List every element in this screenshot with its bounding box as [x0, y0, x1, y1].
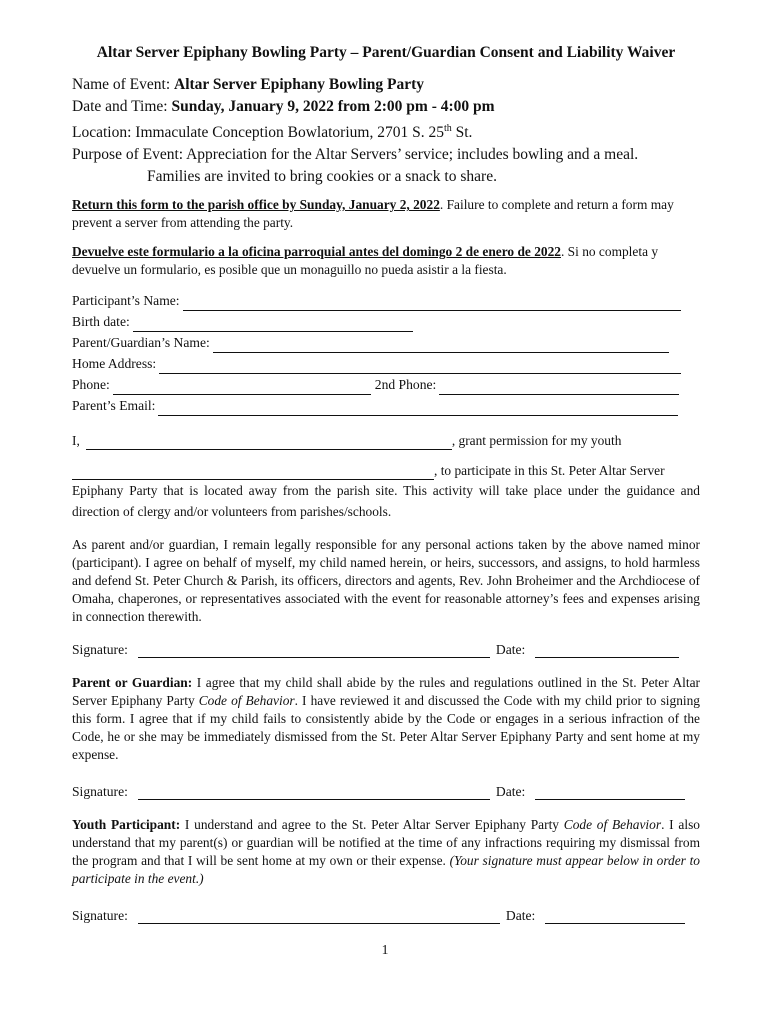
signature-field-1[interactable] [138, 643, 490, 658]
signature-row-3 [72, 908, 700, 924]
event-location-line [72, 118, 700, 144]
youth-agreement-note: (Your signature must appear below in order to participate in the event.) [72, 853, 700, 887]
event-location-label: Location: [72, 124, 132, 142]
event-info [72, 74, 700, 188]
permission-line-1 [72, 432, 700, 450]
notice-english [72, 196, 700, 231]
second-phone-field[interactable] [439, 380, 679, 395]
event-location-tail: St. [451, 124, 473, 142]
date-label-2: Date: [495, 784, 526, 800]
permission-paragraph [72, 432, 700, 522]
email-row [72, 395, 700, 416]
notice-english-text: . Failure to complete and return a form may prevent a server from attending the party. [72, 197, 674, 230]
signature-label-1: Signature: [72, 642, 128, 658]
page-title: Altar Server Epiphany Bowling Party – Parent/Guardian Consent and Liability Waiver [96, 44, 676, 61]
event-name-label: Name of Event: [72, 76, 171, 93]
phone-row [72, 374, 700, 395]
permission-grant: , grant permission for my youth [451, 433, 622, 449]
email-label: Parent’s Email: [72, 398, 156, 414]
participant-name-label: Participant’s Name: [72, 293, 180, 309]
youth-agreement-code: Code of Behavior [563, 817, 662, 833]
signature-label-2: Signature: [72, 784, 128, 800]
second-phone-label: 2nd Phone: [374, 377, 437, 393]
home-address-row [72, 353, 700, 374]
phone-field[interactable] [113, 380, 371, 395]
liability-paragraph: As parent and/or guardian, I remain legally responsible for any personal actions taken by the above named minor (participant). I agree on behalf of myself, my child named herein, or heirs, successors, and assigns, to hold harmless and defend St. Peter Church & Parish, its officers, directors and agents, Rev. John Broheimer and the Archdiocese of Omaha, chaperones, or representatives associated with the event for reasonable attorney’s fees and expenses arising in connection therewith. [72, 537, 700, 625]
event-location-sup: th [443, 123, 452, 134]
participant-fields [72, 290, 700, 416]
permission-line-2 [72, 462, 700, 480]
date-label-1: Date: [495, 642, 526, 658]
notice-spanish-text: . Si no completa y devuelve un formulario, es posible que un monaguillo no pueda asistir a la fiesta. [72, 244, 659, 277]
youth-agreement-text1: I understand and agree to the St. Peter Altar Server Epiphany Party [180, 817, 564, 833]
email-field[interactable] [158, 401, 678, 416]
guardian-name-row [72, 332, 700, 353]
participant-name-row [72, 290, 700, 311]
guardian-name-field[interactable] [213, 338, 669, 353]
event-purpose-value: Appreciation for the Altar Servers’ service; includes bowling and a meal. [186, 146, 639, 164]
guardian-agreement [72, 674, 700, 764]
birth-date-field[interactable] [133, 317, 413, 332]
permission-i: I, [72, 433, 80, 449]
event-purpose-cont: Families are invited to bring cookies or a snack to share. [147, 168, 497, 186]
event-purpose-label: Purpose of Event: [72, 146, 184, 164]
home-address-field[interactable] [159, 359, 681, 374]
date-field-2[interactable] [535, 785, 685, 800]
event-name-value: Altar Server Epiphany Bowling Party [174, 76, 425, 93]
permission-rest: Epiphany Party that is located away from the parish site. This activity will take place under the guidance and direction of clergy and/or volunteers from parishes/schools. [72, 483, 700, 520]
signature-row-1 [72, 642, 700, 658]
birth-date-row [72, 311, 700, 332]
date-field-1[interactable] [535, 643, 679, 658]
guardian-name-label: Parent/Guardian’s Name: [72, 335, 210, 351]
date-field-3[interactable] [545, 909, 685, 924]
home-address-label: Home Address: [72, 356, 157, 372]
event-location-value: Immaculate Conception Bowlatorium, 2701 S. 25 [135, 124, 444, 142]
notice-spanish [72, 243, 700, 278]
guardian-agreement-text1: I agree that my child shall abide by the rules and regulations outlined in the St. Peter Altar Server Epiphany Party [72, 675, 701, 709]
youth-agreement [72, 816, 700, 888]
notice-english-deadline: Return this form to the parish office by Sunday, January 2, 2022 [72, 197, 440, 213]
youth-agreement-lead: Youth Participant: [72, 817, 181, 833]
date-label-3: Date: [505, 908, 536, 924]
signature-field-2[interactable] [138, 785, 490, 800]
phone-label: Phone: [72, 377, 110, 393]
signature-row-2 [72, 784, 700, 800]
youth-printed-name-field[interactable] [72, 465, 434, 480]
event-purpose-line [72, 144, 700, 166]
notice-spanish-deadline: Devuelve este formulario a la oficina parroquial antes del domingo 2 de enero de 2022 [72, 244, 561, 260]
event-date-line [72, 96, 700, 118]
participant-name-field[interactable] [183, 296, 681, 311]
permission-participate: , to participate in this St. Peter Altar Server [434, 463, 665, 479]
guardian-agreement-code: Code of Behavior [198, 693, 295, 709]
signature-label-3: Signature: [72, 908, 128, 924]
page-number: 1 [381, 942, 389, 957]
event-name-line [72, 74, 700, 96]
guardian-agreement-lead: Parent or Guardian: [72, 675, 193, 691]
youth-agreement-text2: . I also understand that my parent(s) or guardian will be notified at the time of any infractions requiring my dismissal from the program and that I will be sent home at my own or their expense. [72, 817, 700, 869]
event-date-label: Date and Time: [72, 98, 168, 115]
waiver-form [72, 44, 700, 924]
signature-field-3[interactable] [138, 909, 500, 924]
birth-date-label: Birth date: [72, 314, 130, 330]
guardian-printed-name-field[interactable] [86, 435, 452, 450]
guardian-agreement-text2: . I have reviewed it and discussed the Code with my child prior to signing this form. I agree that if my child fails to consistently abide by the Code or engages in a serious infraction of the Code, he or she may be immediately dismissed from the St. Peter Altar Server Epiphany Party and sent home at my expense. [72, 693, 700, 763]
event-date-value: Sunday, January 9, 2022 from 2:00 pm - 4:00 pm [171, 98, 495, 115]
